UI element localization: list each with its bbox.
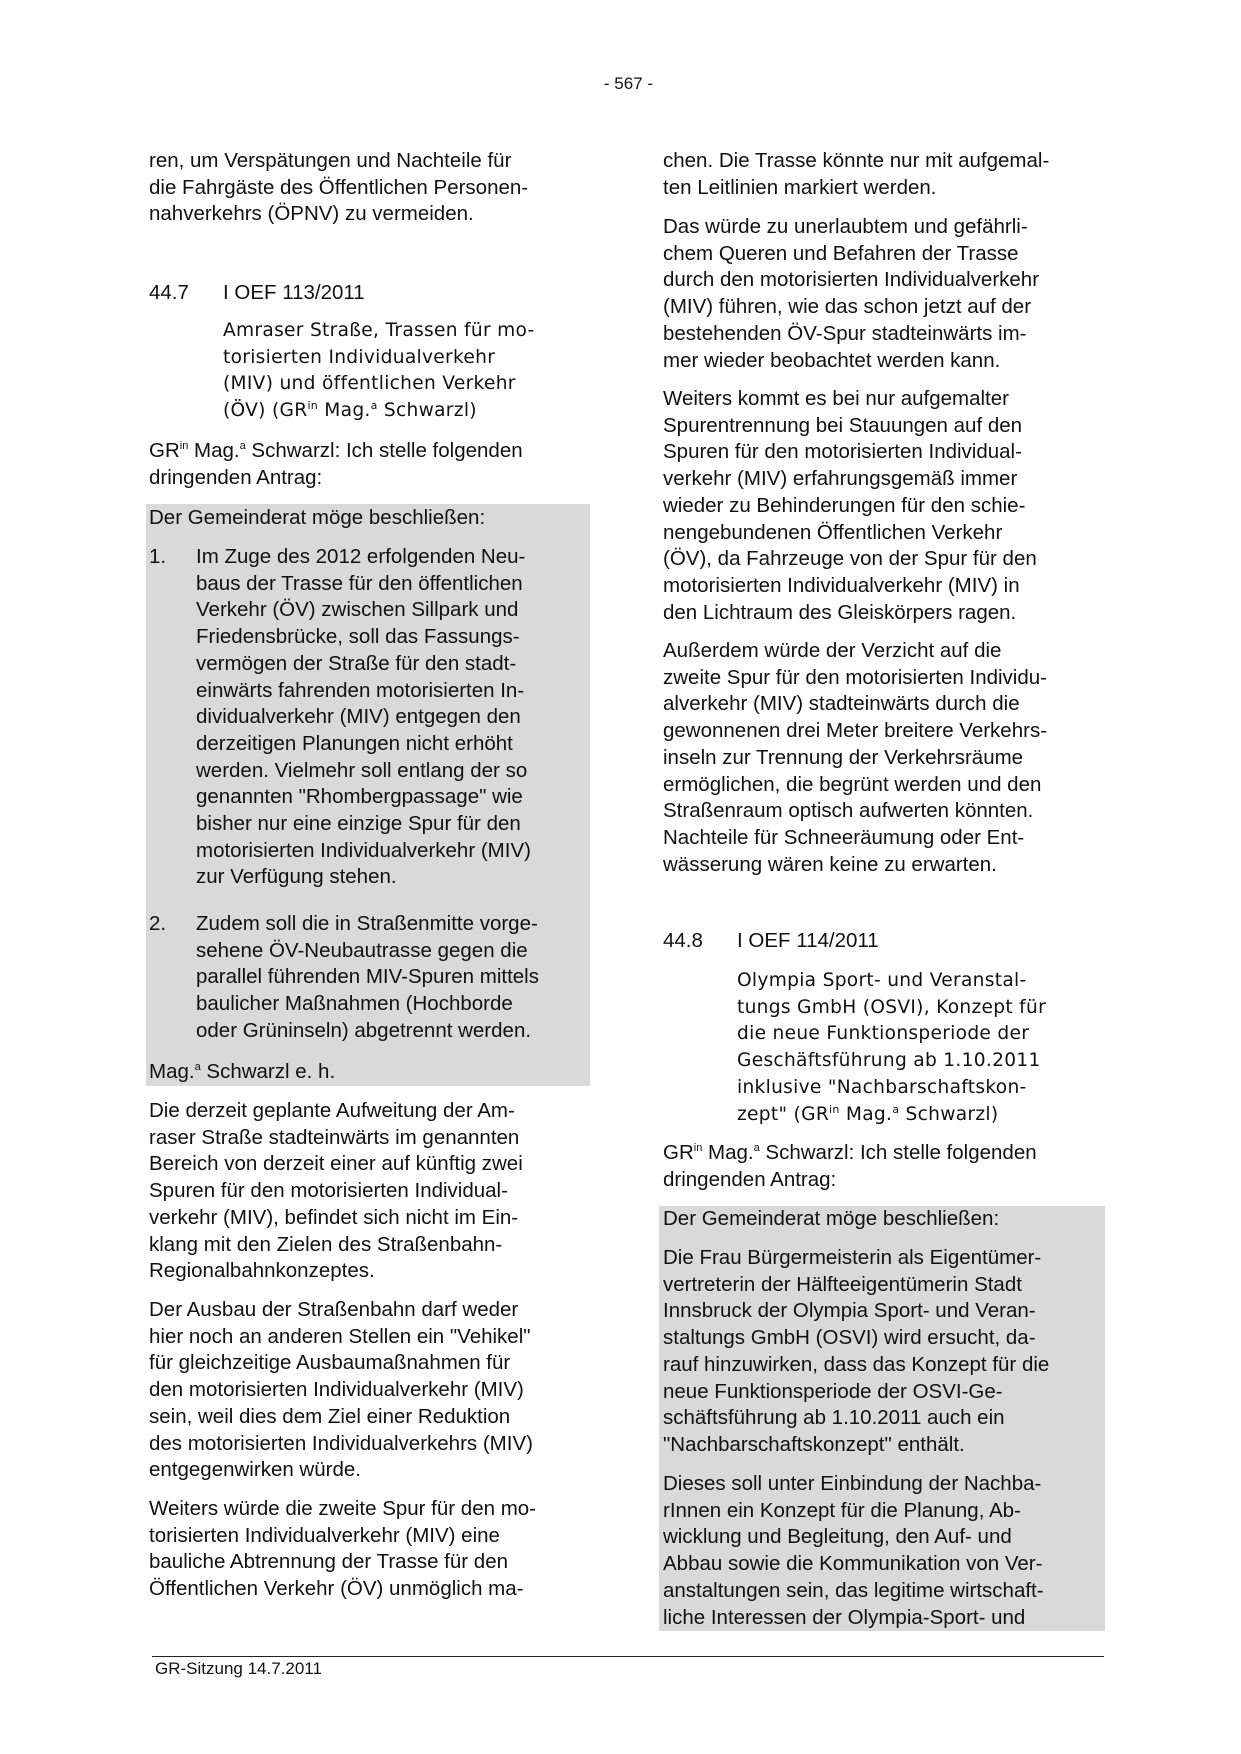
- text-line: Weiters würde die zweite Spur für den mo-: [149, 1497, 537, 1520]
- item-reference: I OEF 114/2011: [737, 929, 879, 952]
- paragraph: [149, 1098, 523, 1285]
- text-line: einwärts fahrenden motorisierten In-: [196, 678, 525, 702]
- item-number: 44.8: [663, 929, 703, 952]
- text-line: ten Leitlinien markiert werden.: [663, 175, 937, 199]
- text-line: Geschäftsführung ab 1.10.2011: [737, 1050, 1041, 1072]
- text-line: sehene ÖV-Neubautrasse gegen die: [196, 938, 528, 962]
- text-line: "Nachbarschaftskonzept" enthält.: [663, 1432, 965, 1456]
- text-line: chem Queren und Befahren der Trasse: [663, 241, 1019, 265]
- text-line: (ÖV), da Fahrzeuge von der Spur für den: [663, 547, 1037, 571]
- text-line: die Fahrgäste des Öffentlichen Personen-: [149, 175, 529, 199]
- text-line: hier noch an anderen Stellen ein "Vehikel": [149, 1324, 531, 1348]
- text-line: rauf hinzuwirken, dass das Konzept für die: [663, 1352, 1050, 1376]
- page-number: - 567 -: [603, 74, 654, 93]
- text-line: ermöglichen, die begrünt werden und den: [663, 772, 1042, 796]
- text-line: Öffentlichen Verkehr (ÖV) unmöglich ma-: [149, 1577, 524, 1601]
- text-line: $GR^{in}$ Mag.$^a$ Schwarzl: Ich stelle folgenden: [663, 1141, 1037, 1164]
- text-line: torisierten Individualverkehr: [223, 346, 496, 368]
- text-line: wässerung wären keine zu erwarten.: [663, 852, 997, 876]
- text-line: sein, weil dies dem Ziel einer Reduktion: [149, 1404, 511, 1428]
- motion-item-text: [196, 544, 531, 891]
- text-line: tungs GmbH (OSVI), Konzept für: [737, 996, 1047, 1018]
- paragraph: [149, 1297, 533, 1484]
- text-line: Außerdem würde der Verzicht auf die: [663, 639, 1002, 662]
- text-line: derzeitigen Planungen nicht erhöht: [196, 731, 513, 755]
- paragraph-continuation: [149, 148, 528, 228]
- text-line: anstaltungen sein, das legitime wirtschaft-: [663, 1578, 1044, 1602]
- text-line: $GR^{in}$ Mag.$^a$ Schwarzl: Ich stelle folgenden: [149, 439, 523, 462]
- motion-intro: [149, 505, 485, 532]
- text-line: für gleichzeitige Ausbaumaßnahmen für: [149, 1351, 511, 1375]
- text-line: Der Gemeinderat möge beschließen:: [149, 506, 486, 529]
- text-line: Der Ausbau der Straßenbahn darf weder: [149, 1298, 519, 1321]
- text-line: Zudem soll die in Straßenmitte vorge-: [196, 912, 538, 935]
- text-line: Olympia Sport- und Veranstal-: [737, 970, 1027, 991]
- text-line: Im Zuge des 2012 erfolgenden Neu-: [196, 545, 526, 568]
- text-line: genannten "Rhombergpassage" wie: [196, 785, 523, 809]
- text-line: werden. Vielmehr soll entlang der so: [196, 758, 528, 782]
- text-line: mer wieder beobachtet werden kann.: [663, 348, 1001, 372]
- paragraph: [663, 386, 1037, 626]
- text-line: bisher nur eine einzige Spur für den: [196, 812, 521, 836]
- text-line: den Lichtraum des Gleiskörpers ragen.: [663, 600, 1017, 624]
- text-line: verkehr (MIV) erfahrungsgemäß immer: [663, 467, 1018, 491]
- text-line: Innsbruck der Olympia Sport- und Veran-: [663, 1299, 1036, 1323]
- paragraph-continuation: [663, 148, 1049, 201]
- text-line: Spurentrennung bei Stauungen auf den: [663, 413, 1023, 437]
- text-line: Spuren für den motorisierten Individual-: [663, 440, 1022, 464]
- text-line: inseln zur Trennung der Verkehrsräume: [663, 745, 1024, 769]
- text-line: raser Straße stadteinwärts im genannten: [149, 1125, 520, 1149]
- text-line: Straßenraum optisch aufwerten könnten.: [663, 799, 1034, 823]
- text-line: entgegenwirken würde.: [149, 1458, 361, 1482]
- text-line: baulicher Maßnahmen (Hochborde: [196, 992, 513, 1016]
- paragraph: [663, 214, 1039, 374]
- text-line: Abbau sowie die Kommunikation von Ver-: [663, 1552, 1043, 1576]
- footer-session-date: GR-Sitzung 14.7.2011: [155, 1659, 322, 1678]
- text-line: ren, um Verspätungen und Nachteile für: [149, 149, 512, 172]
- text-line: alverkehr (MIV) stadteinwärts durch die: [663, 692, 1020, 716]
- text-line: dringenden Antrag:: [663, 1167, 837, 1191]
- text-line: Verkehr (ÖV) zwischen Sillpark und: [196, 598, 519, 622]
- text-line: (MIV) und öffentlichen Verkehr: [223, 373, 516, 395]
- text-line: torisierten Individualverkehr (MIV) eine: [149, 1523, 500, 1547]
- text-line: liche Interessen der Olympia-Sport- und: [663, 1605, 1026, 1629]
- text-line: rInnen ein Konzept für die Planung, Ab-: [663, 1498, 1021, 1522]
- text-line: Das würde zu unerlaubtem und gefährli-: [663, 215, 1028, 238]
- text-line: Friedensbrücke, soll das Fassungs-: [196, 625, 520, 649]
- text-line: die neue Funktionsperiode der: [737, 1023, 1030, 1045]
- text-line: chen. Die Trasse könnte nur mit aufgemal-: [663, 149, 1050, 172]
- text-line: baus der Trasse für den öffentlichen: [196, 571, 523, 595]
- motion-item-number: 1.: [149, 545, 167, 568]
- speaker-intro: [149, 438, 523, 491]
- paragraph: [663, 638, 1047, 878]
- item-title: [737, 968, 1046, 1128]
- text-line: zur Verfügung stehen.: [196, 865, 397, 889]
- motion-item-text: [196, 911, 539, 1045]
- motion-text: [663, 1245, 1049, 1459]
- motion-intro: [663, 1206, 999, 1233]
- text-line: Der Gemeinderat möge beschließen:: [663, 1207, 1000, 1230]
- text-line: nengebundenen Öffentlichen Verkehr: [663, 520, 1003, 544]
- text-line: vermögen der Straße für den stadt-: [196, 651, 517, 675]
- text-line: Weiters kommt es bei nur aufgemalter: [663, 387, 1009, 410]
- motion-text: [663, 1471, 1044, 1631]
- text-line: Mag.$^a$ Schwarzl e. h.: [149, 1060, 336, 1083]
- item-number: 44.7: [149, 281, 189, 304]
- text-line: wicklung und Begleitung, den Auf- und: [663, 1525, 1012, 1549]
- speaker-intro: [663, 1140, 1037, 1193]
- text-line: Dieses soll unter Einbindung der Nachba-: [663, 1472, 1042, 1495]
- text-line: inklusive "Nachbarschaftskon-: [737, 1076, 1027, 1098]
- text-line: Nachteile für Schneeräumung oder Ent-: [663, 825, 1025, 849]
- text-line: motorisierten Individualverkehr (MIV): [196, 838, 531, 862]
- text-line: des motorisierten Individualverkehrs (MIV): [149, 1431, 533, 1455]
- text-line: bestehenden ÖV-Spur stadteinwärts im-: [663, 321, 1027, 345]
- text-line: dringenden Antrag:: [149, 465, 323, 489]
- text-line: vertreterin der Hälfteeigentümerin Stadt: [663, 1272, 1022, 1296]
- text-line: Die derzeit geplante Aufweitung der Am-: [149, 1099, 515, 1122]
- text-line: gewonnenen drei Meter breitere Verkehrs-: [663, 719, 1048, 743]
- text-line: schäftsführung ab 1.10.2011 auch ein: [663, 1406, 1005, 1430]
- signature: [149, 1059, 335, 1086]
- text-line: Spuren für den motorisierten Individual-: [149, 1179, 508, 1203]
- text-line: (ÖV) ($GR^{in}$ Mag.$^a$ Schwarzl): [223, 398, 477, 422]
- motion-item-number: 2.: [149, 912, 167, 935]
- text-line: parallel führenden MIV-Spuren mittels: [196, 965, 539, 989]
- text-line: verkehr (MIV), befindet sich nicht im Ein-: [149, 1205, 519, 1229]
- item-reference: I OEF 113/2011: [223, 281, 365, 304]
- text-line: Regionalbahnkonzeptes.: [149, 1259, 375, 1283]
- paragraph: [149, 1496, 536, 1603]
- text-line: Die Frau Bürgermeisterin als Eigentümer-: [663, 1246, 1042, 1269]
- text-line: nahverkehrs (ÖPNV) zu vermeiden.: [149, 202, 474, 226]
- text-line: bauliche Abtrennung der Trasse für den: [149, 1550, 508, 1574]
- text-line: durch den motorisierten Individualverkehr: [663, 268, 1040, 292]
- text-line: wieder zu Behinderungen für den schie-: [663, 493, 1026, 517]
- item-title: [223, 318, 535, 425]
- text-line: (MIV) führen, wie das schon jetzt auf der: [663, 295, 1032, 319]
- text-line: dividualverkehr (MIV) entgegen den: [196, 705, 521, 729]
- text-line: Amraser Straße, Trassen für mo-: [223, 320, 535, 341]
- text-line: oder Grüninseln) abgetrennt werden.: [196, 1018, 532, 1042]
- text-line: motorisierten Individualverkehr (MIV) in: [663, 573, 1020, 597]
- text-line: Bereich von derzeit einer auf künftig zwei: [149, 1152, 523, 1176]
- text-line: klang mit den Zielen des Straßenbahn-: [149, 1232, 503, 1256]
- text-line: den motorisierten Individualverkehr (MIV): [149, 1378, 524, 1402]
- text-line: neue Funktionsperiode der OSVI-Ge-: [663, 1379, 1003, 1403]
- text-line: staltungs GmbH (OSVI) wird ersucht, da-: [663, 1326, 1036, 1350]
- footer-divider: [152, 1656, 1104, 1657]
- text-line: zweite Spur für den motorisierten Individu-: [663, 665, 1047, 689]
- text-line: zept" ($GR^{in}$ Mag.$^a$ Schwarzl): [737, 1102, 999, 1125]
